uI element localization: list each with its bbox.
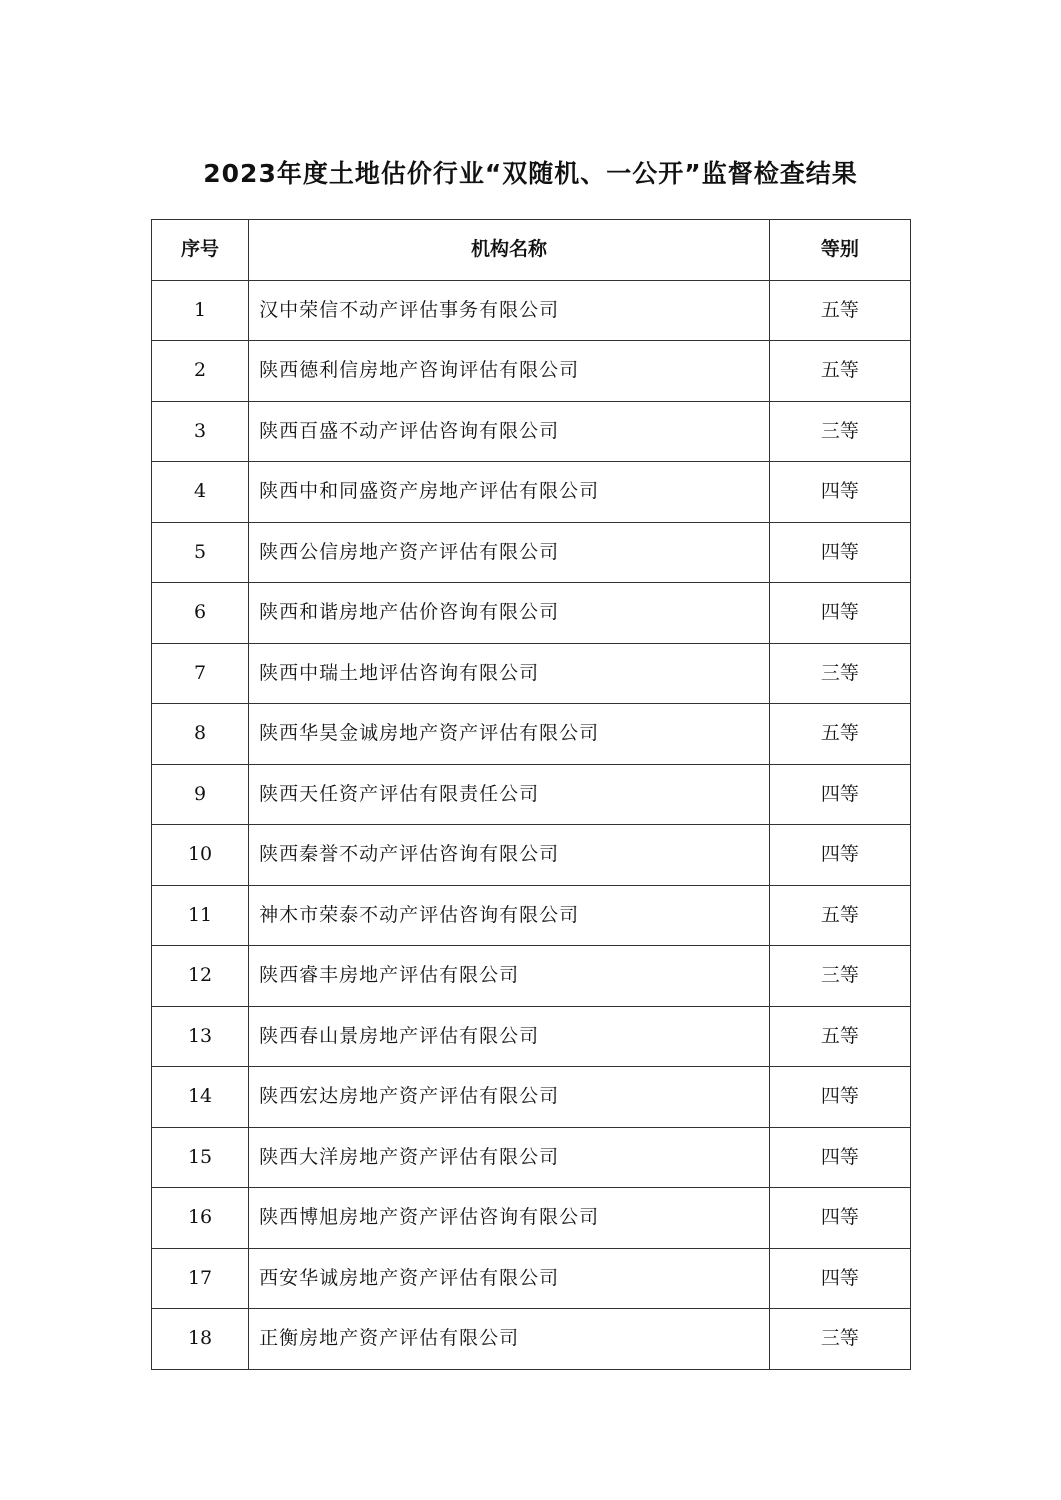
cell-institution-name: 陕西大洋房地产资产评估有限公司	[249, 1127, 770, 1188]
cell-grade: 四等	[769, 825, 910, 886]
cell-grade: 四等	[769, 1248, 910, 1309]
cell-grade: 四等	[769, 522, 910, 583]
cell-grade: 五等	[769, 280, 910, 341]
table-row	[152, 401, 911, 462]
cell-serial-number: 6	[152, 583, 249, 644]
cell-grade: 四等	[769, 1127, 910, 1188]
cell-serial-number: 13	[152, 1006, 249, 1067]
header-serial-number: 序号	[152, 220, 249, 281]
table-row	[152, 946, 911, 1007]
table-row	[152, 341, 911, 402]
table-header-row	[152, 220, 911, 281]
cell-serial-number: 8	[152, 704, 249, 765]
table-body	[152, 280, 911, 1369]
cell-institution-name: 陕西德利信房地产咨询评估有限公司	[249, 341, 770, 402]
table-row	[152, 462, 911, 523]
table-row	[152, 704, 911, 765]
cell-serial-number: 17	[152, 1248, 249, 1309]
cell-grade: 五等	[769, 1006, 910, 1067]
cell-institution-name: 陕西中和同盛资产房地产评估有限公司	[249, 462, 770, 523]
table-row	[152, 280, 911, 341]
cell-grade: 四等	[769, 1188, 910, 1249]
cell-serial-number: 1	[152, 280, 249, 341]
cell-serial-number: 3	[152, 401, 249, 462]
table-row	[152, 764, 911, 825]
cell-grade: 四等	[769, 1067, 910, 1128]
table-row	[152, 1309, 911, 1370]
table-row	[152, 522, 911, 583]
cell-institution-name: 陕西公信房地产资产评估有限公司	[249, 522, 770, 583]
cell-grade: 五等	[769, 704, 910, 765]
cell-institution-name: 陕西百盛不动产评估咨询有限公司	[249, 401, 770, 462]
cell-institution-name: 神木市荣泰不动产评估咨询有限公司	[249, 885, 770, 946]
cell-grade: 五等	[769, 341, 910, 402]
cell-grade: 三等	[769, 1309, 910, 1370]
cell-serial-number: 4	[152, 462, 249, 523]
table-row	[152, 643, 911, 704]
cell-institution-name: 陕西博旭房地产资产评估咨询有限公司	[249, 1188, 770, 1249]
cell-grade: 四等	[769, 462, 910, 523]
cell-institution-name: 陕西春山景房地产评估有限公司	[249, 1006, 770, 1067]
cell-serial-number: 10	[152, 825, 249, 886]
cell-grade: 四等	[769, 764, 910, 825]
cell-grade: 三等	[769, 643, 910, 704]
cell-institution-name: 西安华诚房地产资产评估有限公司	[249, 1248, 770, 1309]
table-row	[152, 1127, 911, 1188]
table-row	[152, 1067, 911, 1128]
header-grade: 等别	[769, 220, 910, 281]
cell-serial-number: 12	[152, 946, 249, 1007]
cell-grade: 三等	[769, 401, 910, 462]
cell-grade: 五等	[769, 885, 910, 946]
cell-institution-name: 陕西睿丰房地产评估有限公司	[249, 946, 770, 1007]
cell-serial-number: 11	[152, 885, 249, 946]
cell-serial-number: 15	[152, 1127, 249, 1188]
cell-institution-name: 陕西中瑞土地评估咨询有限公司	[249, 643, 770, 704]
cell-institution-name: 陕西天任资产评估有限责任公司	[249, 764, 770, 825]
cell-serial-number: 16	[152, 1188, 249, 1249]
table-row	[152, 583, 911, 644]
cell-institution-name: 正衡房地产资产评估有限公司	[249, 1309, 770, 1370]
cell-serial-number: 14	[152, 1067, 249, 1128]
cell-institution-name: 陕西华昊金诚房地产资产评估有限公司	[249, 704, 770, 765]
page-title: 2023年度土地估价行业“双随机、一公开”监督检查结果	[203, 159, 858, 188]
cell-institution-name: 汉中荣信不动产评估事务有限公司	[249, 280, 770, 341]
cell-serial-number: 7	[152, 643, 249, 704]
cell-serial-number: 9	[152, 764, 249, 825]
table-row	[152, 1188, 911, 1249]
cell-serial-number: 5	[152, 522, 249, 583]
cell-grade: 四等	[769, 583, 910, 644]
table-row	[152, 825, 911, 886]
cell-institution-name: 陕西和谐房地产估价咨询有限公司	[249, 583, 770, 644]
cell-institution-name: 陕西秦誉不动产评估咨询有限公司	[249, 825, 770, 886]
cell-institution-name: 陕西宏达房地产资产评估有限公司	[249, 1067, 770, 1128]
cell-serial-number: 2	[152, 341, 249, 402]
table-row	[152, 1006, 911, 1067]
cell-serial-number: 18	[152, 1309, 249, 1370]
table-row	[152, 885, 911, 946]
cell-grade: 三等	[769, 946, 910, 1007]
table-row	[152, 1248, 911, 1309]
inspection-results-table	[151, 219, 911, 1370]
header-institution-name: 机构名称	[249, 220, 770, 281]
